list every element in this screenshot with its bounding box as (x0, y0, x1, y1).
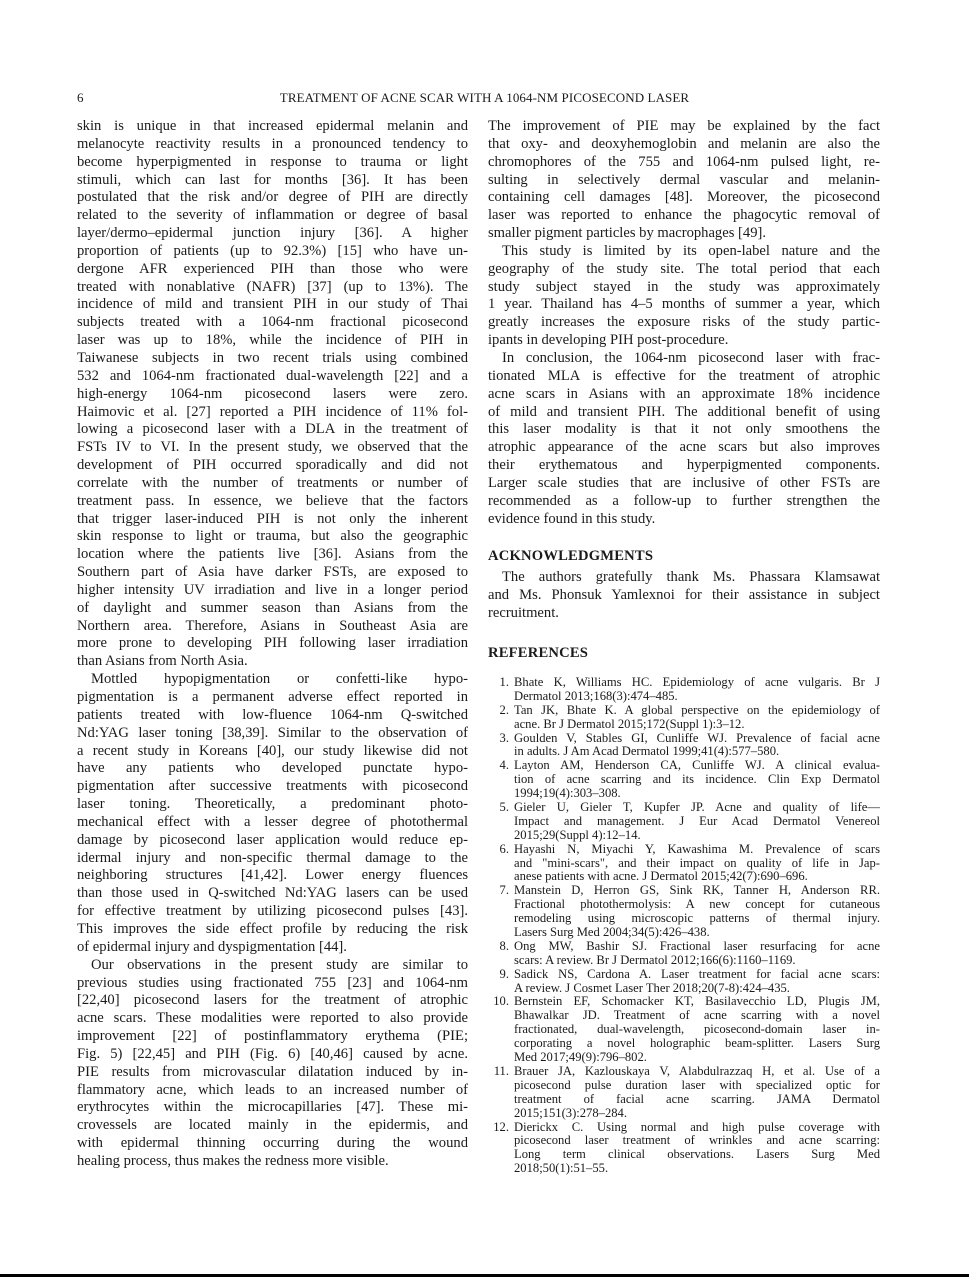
text-line: layer/dermo–epidermal junction injury [36]. A higher (77, 225, 468, 242)
text-line: acne scars. These modalities were reported to also provide (77, 1010, 468, 1027)
references-heading: REFERENCES (488, 644, 589, 661)
reference-text-line: acne. Br J Dermatol 2015;172(Suppl 1):3–12. (514, 716, 745, 731)
running-head (0, 90, 969, 108)
paragraph (77, 118, 468, 671)
reference-item (488, 843, 880, 885)
text-line: In conclusion, the 1064-nm picosecond laser with frac- (502, 349, 880, 366)
text-line: The improvement of PIE may be explained by the fact (488, 118, 880, 134)
text-line: FSTs IV to VI. In the present study, we observed that the (77, 439, 468, 456)
text-line: that trigger laser-induced PIH is not only the inherent (77, 510, 468, 527)
right-column-paragraphs (488, 118, 880, 528)
text-line: location where the patients live [36]. Asians from the (77, 546, 468, 563)
text-line: high-energy 1064-nm picosecond lasers were zero. (77, 385, 468, 402)
text-line: Mottled hypopigmentation or confetti-like hypo- (91, 671, 468, 688)
text-line: ipants in developing PIH post-procedure. (488, 332, 729, 349)
reference-text-line: scars: A review. Br J Dermatol 2012;166(6):1160–1169. (514, 952, 796, 967)
text-line: containing cell damages [48]. Moreover, the picosecond (488, 189, 880, 206)
paragraph (488, 243, 880, 350)
text-line: 532 and 1064-nm fractionated dual-wavelength [22] and a (77, 367, 468, 384)
reference-text-line: Gieler U, Gieler T, Kupfer JP. Acne and quality of life— (514, 800, 880, 815)
text-line: a recent study in Koreans [40], our study likewise did not (77, 742, 468, 759)
text-line: The authors gratefully thank Ms. Phassara Klamsawat (502, 569, 880, 586)
reference-text-line: tion of acne scarring and its incidence. Clin Exp Dermatol (514, 772, 880, 787)
text-line: treated with nonablative (NAFR) [37] (up to 13%). The (77, 278, 468, 295)
text-line: healing process, thus makes the redness more visible. (77, 1152, 389, 1169)
reference-text-line: Long term clinical observations. Lasers Surg Med (514, 1147, 880, 1162)
reference-number: 10. (493, 994, 509, 1009)
text-line: this laser modality is that it not only smoothens the (488, 421, 880, 438)
text-line: Fig. 5) [22,45] and PIH (Fig. 6) [40,46] caused by acne. (77, 1045, 468, 1062)
text-line: stimuli, which can last for months [36]. It has been (77, 171, 468, 188)
reference-item (488, 884, 880, 940)
text-line: Southern part of Asia have darker FSTs, are exposed to (77, 564, 468, 581)
text-line: pigmentation is a permanent adverse effect reported in (77, 689, 468, 705)
text-line: with epidermal thinning occurring during the wound (77, 1135, 468, 1152)
reference-number: 7. (499, 883, 509, 898)
text-line: pigmentation after successive treatments with picosecond (77, 778, 468, 795)
reference-text-line: Ong MW, Bashir SJ. Fractional laser resurfacing for acne (514, 938, 880, 953)
reference-text-line: Manstein D, Herron GS, Sink RK, Tanner H, Anderson RR. (514, 883, 880, 898)
text-line: tionated MLA is effective for the treatment of atrophic (488, 367, 880, 384)
text-line: crovessels are located mainly in the epidermis, and (77, 1117, 468, 1134)
text-line: 1 year. Thailand has 4–5 months of summer a year, which (488, 296, 880, 313)
page-number: 6 (77, 90, 84, 105)
reference-number: 2. (499, 702, 509, 717)
reference-item (488, 968, 880, 996)
text-line: skin response to light or trauma, but also the geographic (77, 528, 468, 545)
text-line: of mild and transient PIH. The additional benefit of using (488, 403, 880, 420)
reference-text-line: Bernstein EF, Schomacker KT, Basilavecchio LD, Plugis JM, (514, 994, 880, 1009)
text-line: Larger scale studies that are inclusive of other FSTs are (488, 474, 880, 491)
text-line: evidence found in this study. (488, 510, 656, 527)
reference-text-line: fractionated, dual-wavelength, picosecond-domain laser in- (514, 1022, 880, 1037)
text-line: acne scars in Asians with an approximate 18% incidence (488, 385, 880, 402)
text-line: become hyperpigmented in response to trauma or light (77, 153, 468, 170)
reference-text-line: Lasers Surg Med 2004;34(5):426–438. (514, 925, 710, 940)
reference-text-line: picosecond laser treatment of wrinkles and acne scarring: (514, 1133, 880, 1148)
reference-number: 3. (499, 730, 509, 745)
reference-text-line: treatment of facial acne scarring. JAMA Dermatol (514, 1091, 880, 1106)
text-line: smaller pigment particles by macrophages [49]. (488, 225, 767, 242)
text-line: neighboring structures [41,42]. Lower energy fluences (77, 867, 468, 884)
right-column (488, 118, 880, 662)
text-line: greatly increases the exposure risks of the study partic- (488, 314, 880, 331)
reference-text-line: Tan JK, Bhate K. A global perspective on the epidemiology of (514, 702, 880, 717)
text-line: erythrocytes within the microcapillaries [47]. These mi- (77, 1099, 468, 1116)
text-line: skin is unique in that increased epidermal melanin and (77, 118, 468, 134)
reference-text-line: 2015;151(3):278–284. (514, 1105, 627, 1120)
text-line: study subject stayed in the study was approximately (488, 278, 880, 295)
text-line: than those used in Q-switched Nd:YAG lasers can be used (77, 885, 468, 902)
text-line: chromophores of the 755 and 1064-nm pulsed light, re- (488, 153, 880, 170)
reference-item (488, 1065, 880, 1121)
text-line: [22,40] picosecond lasers for the treatment of atrophic (77, 992, 468, 1009)
text-line: Nd:YAG laser toning [38,39]. Similar to the observation of (77, 724, 468, 741)
reference-item (488, 801, 880, 843)
text-line: This study is limited by its open-label nature and the (502, 242, 880, 259)
text-line: recommended as a follow-up to further strengthen the (488, 492, 880, 509)
reference-text-line: Goulden V, Stables GI, Cunliffe WJ. Prevalence of facial acne (514, 730, 880, 745)
reference-text-line: 2018;50(1):51–55. (514, 1161, 609, 1176)
text-line: atrophic appearance of the acne scars but also improves (488, 439, 880, 456)
text-line: and Ms. Phonsuk Yamlexnoi for their assistance in subject (488, 587, 880, 604)
reference-item (488, 995, 880, 1064)
reference-text-line: Dierickx C. Using normal and high pulse coverage with (514, 1119, 880, 1134)
text-line: previous studies using fractionated 755 [23] and 1064-nm (77, 974, 468, 991)
reference-number: 4. (499, 758, 509, 773)
paragraph (77, 957, 468, 1171)
reference-text-line: anese patients with acne. J Dermatol 2015;42(7):690–696. (514, 869, 808, 884)
text-line: mechanical effect with a lesser degree of photothermal (77, 813, 468, 830)
reference-text-line: in adults. J Am Acad Dermatol 1999;41(4):577–580. (514, 744, 780, 759)
text-line: proportion of patients (up to 92.3%) [15] who have un- (77, 242, 468, 259)
text-line: that oxy- and deoxyhemoglobin and melanin are also the (488, 135, 880, 152)
text-line: higher intensity UV irradiation and live in a longer period (77, 581, 468, 598)
text-line: have any patients who developed punctate hypo- (77, 760, 468, 777)
running-head-title: TREATMENT OF ACNE SCAR WITH A 1064-NM PICOSECOND LASER (279, 90, 690, 105)
text-line: improvement [22] of postinflammatory erythema (PIE; (77, 1028, 468, 1045)
reference-item (488, 732, 880, 760)
text-line: development of PIH occurred sporadically and did not (77, 457, 468, 474)
reference-text-line: corporating a novel holographic beam-splitter. Lasers Surg (514, 1036, 880, 1051)
reference-number: 11. (493, 1063, 509, 1078)
text-line: Northern area. Therefore, Asians in Southeast Asia are (77, 617, 468, 634)
text-line: laser was reported to enhance the phagocytic removal of (488, 207, 880, 224)
text-line: laser was up to 18%, while the incidence of PIH in (77, 332, 468, 349)
text-line: related to the severity of inflammation or degree of basal (77, 207, 468, 224)
acknowledgments-heading: ACKNOWLEDGMENTS (488, 548, 654, 565)
reference-text-line: A review. J Cosmet Laser Ther 2018;20(7-8):424–435. (514, 980, 790, 995)
text-line: geography of the study site. The total period that each (488, 260, 880, 277)
reference-item (488, 940, 880, 968)
text-line: laser toning. Theoretically, a predominant photo- (77, 796, 468, 813)
reference-text-line: Bhawalkar JD. Treatment of acne scarring with a novel (514, 1008, 880, 1023)
references-list (488, 676, 880, 1176)
text-line: incidence of mild and transient PIH in our study of Thai (77, 296, 468, 313)
reference-text-line: Sadick NS, Cardona A. Laser treatment for facial acne scars: (514, 966, 880, 981)
text-line: subjects treated with a 1064-nm fractional picosecond (77, 314, 468, 331)
reference-text-line: Hayashi N, Miyachi Y, Kawashima M. Prevalence of scars (514, 841, 880, 856)
paragraph (488, 350, 880, 528)
text-line: dergone AFR experienced PIH than those who were (77, 260, 468, 277)
reference-item (488, 676, 880, 704)
text-line: of daylight and summer season than Asians from the (77, 599, 468, 616)
reference-number: 1. (499, 675, 509, 689)
text-line: for effective treatment by utilizing picosecond pulses [43]. (77, 903, 468, 920)
reference-text-line: picosecond pulse duration laser with specialized optic for (514, 1077, 880, 1092)
text-line: damage by picosecond laser application would reduce ep- (77, 831, 468, 848)
text-line: more prone to developing PIH following laser irradiation (77, 635, 468, 652)
reference-text-line: Med 2017;49(9):796–802. (514, 1050, 647, 1065)
reference-item (488, 704, 880, 732)
reference-text-line: Brauer JA, Kazlouskaya V, Alabdulrazzaq H, et al. Use of a (514, 1063, 880, 1078)
paragraph (488, 118, 880, 243)
reference-text-line: Impact and management. J Eur Acad Dermatol Venereol (514, 813, 880, 828)
text-line: sulting in selectively dermal vascular and melanin- (488, 171, 880, 188)
text-line: recruitment. (488, 605, 559, 622)
reference-text-line: Bhate K, Williams HC. Epidemiology of acne vulgaris. Br J (514, 675, 880, 689)
reference-text-line: remodeling using microscopic patterns of thermal injury. (514, 911, 880, 926)
acknowledgments-body (488, 569, 880, 623)
reference-number: 6. (499, 841, 509, 856)
reference-item (488, 759, 880, 801)
reference-number: 9. (499, 966, 509, 981)
text-line: than Asians from North Asia. (77, 653, 248, 670)
text-line: lowing a picosecond laser with a DLA in the treatment of (77, 421, 468, 438)
paragraph (77, 671, 468, 957)
text-line: flammatory acne, which leads to an increased number of (77, 1081, 468, 1098)
reference-text-line: Layton AM, Henderson CA, Cunliffe WJ. A clinical evalua- (514, 758, 880, 773)
reference-text-line: 2015;29(Suppl 4):12–14. (514, 827, 641, 842)
reference-item (488, 1121, 880, 1177)
text-line: Taiwanese subjects in two recent trials using combined (77, 349, 468, 366)
reference-text-line: Dermatol 2013;168(3):474–485. (514, 688, 678, 703)
reference-number: 5. (499, 800, 509, 815)
reference-text-line: 1994;19(4):303–308. (514, 786, 621, 801)
text-line: Our observations in the present study are similar to (91, 956, 468, 973)
text-line: correlate with the number of treatments or number of (77, 474, 468, 491)
text-line: patients treated with low-fluence 1064-nm Q-switched (77, 706, 468, 723)
reference-number: 12. (493, 1119, 509, 1134)
text-line: of epidermal injury and dyspigmentation [44]. (77, 938, 347, 955)
left-column (77, 118, 468, 1171)
text-line: PIE results from microvascular dilatation induced by in- (77, 1063, 468, 1080)
text-line: idermal injury and non-specific thermal damage to the (77, 849, 468, 866)
text-line: This improves the side effect profile by reducing the risk (77, 920, 468, 937)
text-line: postulated that the risk and/or degree of PIH are directly (77, 189, 468, 206)
reference-text-line: and "mini-scars", and their impact on quality of life in Jap- (514, 855, 880, 870)
text-line: treatment pass. In essence, we believe that the factors (77, 492, 468, 509)
reference-text-line: Fractional photothermolysis: A new concept for cutaneous (514, 897, 880, 912)
text-line: Haimovic et al. [27] reported a PIH incidence of 11% fol- (77, 403, 468, 420)
text-line: melanocyte reactivity results in a pronounced tendency to (77, 135, 468, 152)
text-line: their erythematous and hyperpigmented components. (488, 457, 880, 474)
reference-number: 8. (499, 938, 509, 953)
